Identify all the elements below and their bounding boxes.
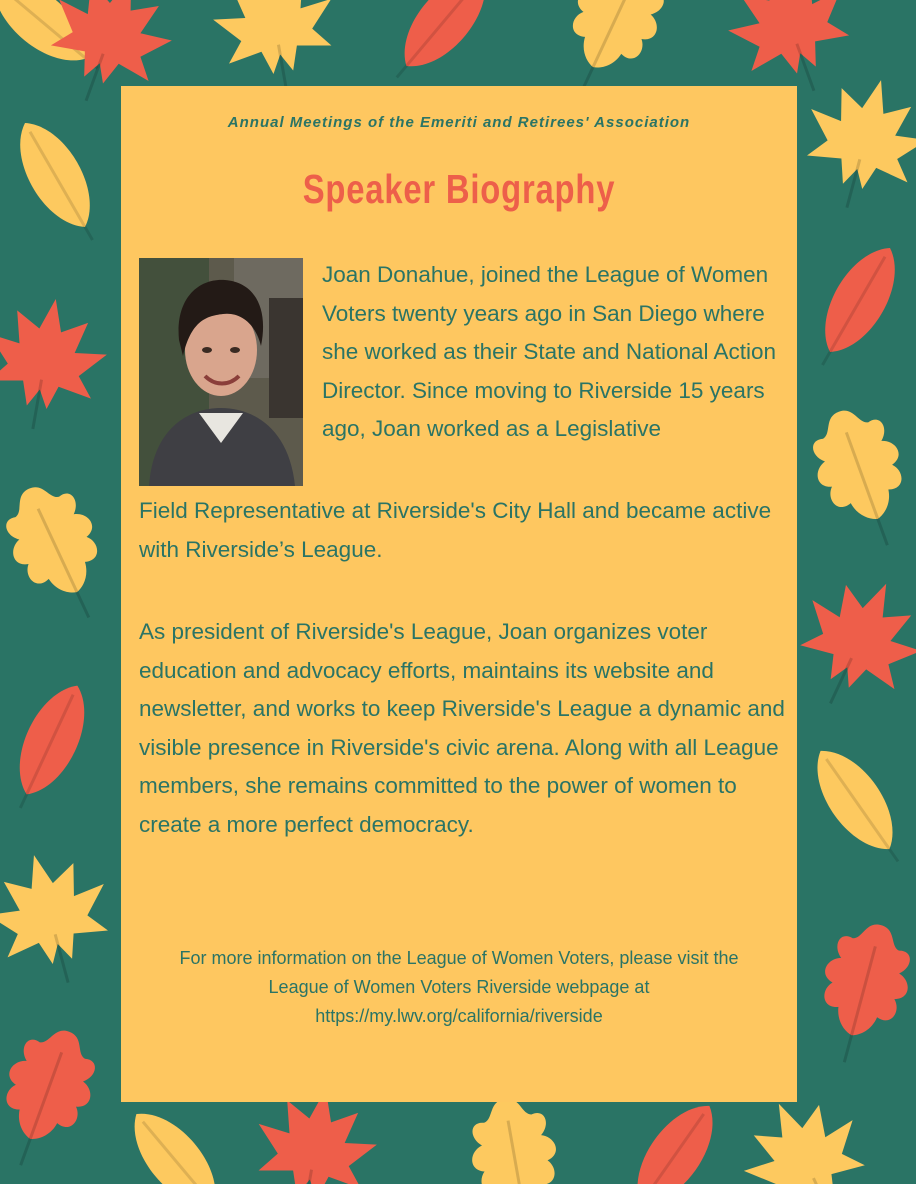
leaf-yellow-oval	[3, 110, 115, 252]
leaf-yellow-oval	[117, 1098, 243, 1184]
bio-wrapped-text: Joan Donahue, joined the League of Women Voters twenty years ago in San Diego where she worked as their State and National Action Director. Since moving to Riverside 15 years ago, Joan worked as a Legislative	[322, 262, 777, 441]
leaf-yellow-oak	[0, 471, 127, 636]
leaf-red-oval	[0, 675, 100, 819]
leaf-yellow-oak	[463, 1092, 571, 1184]
leaf-red-maple	[0, 289, 115, 440]
speaker-photo	[139, 258, 303, 486]
leaf-red-oak	[803, 914, 916, 1073]
event-kicker: Annual Meetings of the Emeriti and Retirees' Association	[227, 114, 691, 131]
leaf-yellow-maple	[0, 840, 126, 999]
more-info-text: For more information on the League of Women Voters, please visit the League of Women Voters Riverside webpage at https://my.lwv.org/california/riverside	[179, 948, 739, 1026]
leaf-red-oval	[611, 1091, 730, 1184]
page-title: Speaker Biography	[302, 166, 616, 212]
leaf-red-maple	[776, 558, 916, 728]
leaf-red-oak	[0, 1017, 109, 1179]
leaf-red-oval	[800, 235, 912, 377]
speaker-portrait-icon	[139, 258, 303, 486]
leaf-yellow-oval	[800, 736, 916, 876]
leaf-yellow-maple	[789, 65, 916, 224]
biography-card	[121, 86, 797, 1102]
leaf-red-oval	[377, 0, 503, 94]
leaf-yellow-oak	[799, 397, 916, 559]
bio-paragraph-2: As president of Riverside's League, Joan organizes voter education and advocacy efforts, maintains its website and newsletter, and works to keep Riverside's League a dynamic and visible presence in Riverside's civic arena. Along with all League members, she remains committed to the power of women to create a more perfect democracy.	[139, 619, 785, 837]
bio-full-width-text: Field Representative at Riverside's City Hall and became active with Riverside’s League.	[139, 498, 772, 562]
